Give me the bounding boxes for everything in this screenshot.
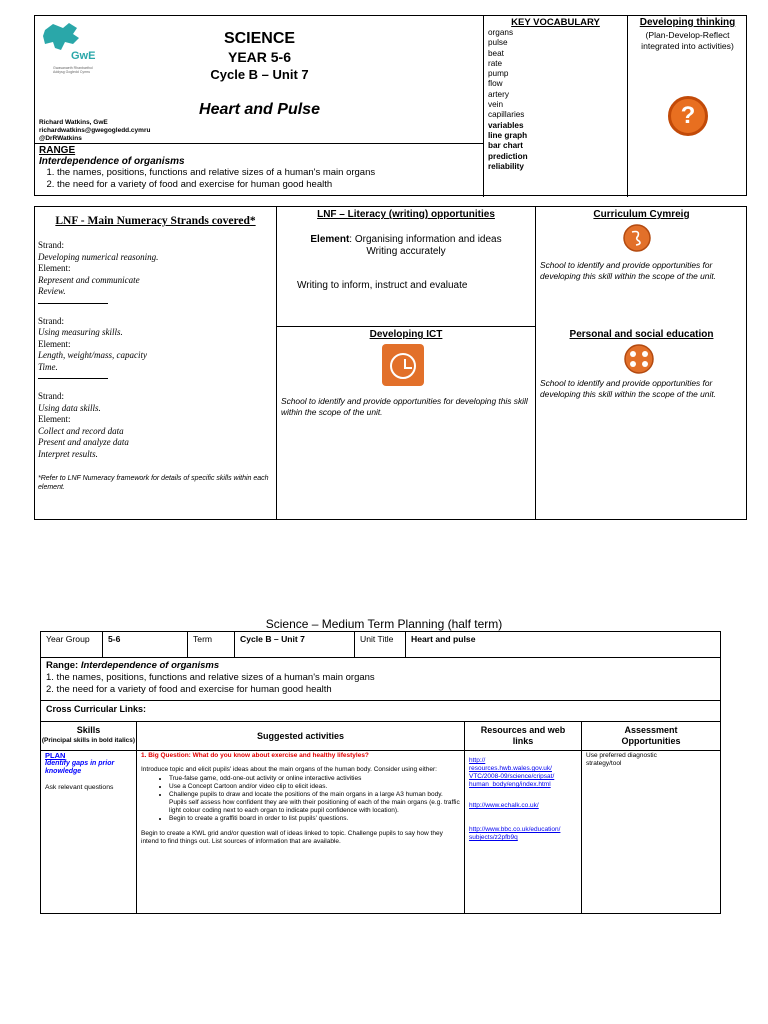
activities-column-header: Suggested activities [137, 722, 465, 751]
year-title: YEAR 5-6 [227, 49, 292, 65]
cymraeg-note: School to identify and provide opportunities for developing this skill within the scope of the unit. [540, 260, 716, 281]
skill-ask-questions: Ask relevant questions [45, 784, 114, 791]
term-label: Term [188, 632, 235, 658]
ict-note: School to identify and provide opportunities for developing this skill within the scope of the unit. [281, 396, 528, 417]
author-email[interactable]: richardwatkins@gwegogledd.cymru [39, 127, 151, 134]
unit-overview-box [34, 15, 747, 196]
link-line[interactable]: http://www.echalk.co.uk/ [469, 802, 539, 809]
ict-clock-icon [382, 344, 424, 386]
lnf-box [34, 206, 747, 520]
title-cell [35, 16, 484, 143]
vocabulary-word: pump [488, 69, 509, 79]
element-item: Review. [38, 286, 66, 296]
element-item: Length, weight/mass, capacity [38, 350, 147, 360]
pse-heading: Personal and social education [569, 329, 714, 340]
skills-header-label: Skills [76, 725, 101, 735]
vocabulary-word: artery [488, 89, 509, 99]
range-subheading: Interdependence of organisms [39, 156, 185, 167]
resources-column-header: Resources and web links [465, 722, 582, 751]
range-cell [35, 143, 484, 197]
kwl-text: Begin to create a KWL grid and/or question wall of ideas linked to topic. Challenge pupils to say how they intend to find things out. List sources of information that are available. [141, 830, 443, 845]
unit-title-value: Heart and pulse [411, 634, 476, 644]
activities-bullet-list [141, 775, 460, 823]
literacy-element [281, 234, 531, 258]
vocabulary-word: flow [488, 79, 503, 89]
element-item: Time. [38, 361, 58, 372]
assessment-column-header: Assessment Opportunities [621, 725, 681, 746]
planning-table [40, 631, 721, 914]
question-mark-symbol: ? [680, 102, 696, 129]
planning-range-sub: Interdependence of organisms [80, 660, 220, 671]
vocabulary-word: capillaries [488, 110, 525, 120]
element-label: Element: [38, 414, 71, 424]
activities-intro: Introduce topic and elicit pupils' ideas about the main organs of the human body. Consider using either: [141, 766, 437, 773]
big-question: 1. Big Question: What do you know about exercise and healthy lifestyles? [141, 752, 369, 759]
divider [38, 303, 108, 304]
pse-note: School to identify and provide opportunities for developing this skill within the scope of the unit. [540, 378, 716, 399]
ict-clock-face [390, 353, 416, 379]
assessment-text: Use preferred diagnostic strategy/tool [586, 752, 657, 767]
vocabulary-word: pulse [488, 38, 508, 48]
pse-cell [536, 327, 747, 519]
skills-column-header [41, 722, 137, 751]
activity-bullet: • Begin to create a graffiti board in order to list pupils' questions. [169, 815, 460, 823]
welsh-dragon-icon [623, 224, 651, 252]
activity-bullet: • Use a Concept Cartoon and/or video clip to elicit ideas. [169, 783, 460, 791]
thinking-subtitle: (Plan-Develop-Reflect integrated into activities) [641, 30, 734, 51]
cymraeg-heading: Curriculum Cymreig [593, 209, 690, 220]
link-line[interactable]: http:// [469, 757, 486, 764]
literacy-cell [277, 207, 536, 327]
unit-title-label: Unit Title [355, 632, 406, 658]
logo-text: GwE [71, 50, 96, 62]
numeracy-heading: LNF - Main Numeracy Strands covered* [55, 215, 256, 227]
ict-cell [277, 327, 536, 519]
vocabulary-heading: KEY VOCABULARY [511, 17, 600, 28]
subject-title: SCIENCE [223, 30, 296, 47]
vocabulary-word: bar chart [488, 141, 524, 151]
vocabulary-word: beat [488, 48, 504, 58]
planning-range-label: Range: [46, 660, 81, 671]
column-header-row [41, 722, 720, 751]
strand-name: Using measuring skills. [38, 327, 123, 337]
element-label: Element: [38, 263, 71, 273]
skill-plan-label: PLAN [45, 751, 66, 760]
people-icon [624, 344, 654, 374]
element-item: Collect and record data [38, 425, 124, 436]
strand-block [38, 391, 273, 460]
strand-name: Using data skills. [38, 402, 101, 413]
activities-cell [137, 751, 465, 914]
literacy-writing: Writing to inform, instruct and evaluate [297, 280, 468, 291]
element-item: Present and analyze data [38, 437, 129, 447]
planning-header-row [41, 632, 720, 658]
strand-label: Strand: [38, 391, 64, 401]
curriculum-cymreig-cell [536, 207, 747, 327]
key-vocabulary-cell [484, 16, 628, 197]
author-name: Richard Watkins, GwE [39, 119, 108, 126]
range-item: 1. the names, positions, functions and relative sizes of a human's main organs [57, 167, 479, 179]
cross-curricular-row: Cross Curricular Links: [41, 701, 720, 722]
element-item: Represent and communicate [38, 274, 140, 285]
skills-cell [41, 751, 137, 914]
range-heading: RANGE [39, 145, 76, 156]
numeracy-cell [35, 207, 277, 519]
vocabulary-word: prediction [488, 151, 528, 161]
vocabulary-word: rate [488, 58, 503, 68]
strand-block [38, 240, 273, 298]
link-line[interactable]: human_body/eng/index.html [469, 781, 551, 788]
ict-heading: Developing ICT [369, 329, 443, 340]
logo-tagline: Gwasanaeth Rhanbarthol Addysg Gogledd Cymru [53, 66, 93, 74]
link-line[interactable]: VTC/2008-09/science/cripsat/ [469, 773, 555, 780]
ict-clock-hand [404, 367, 412, 369]
range-list [39, 167, 479, 191]
range-item: 2. the need for a variety of food and exercise for human good health [57, 179, 479, 191]
term-value: Cycle B – Unit 7 [235, 632, 355, 658]
planning-range-row [41, 658, 720, 701]
link-line[interactable]: http://www.bbc.co.uk/education/ [469, 826, 561, 833]
developing-thinking-cell [628, 16, 747, 197]
strand-label: Strand: [38, 315, 64, 326]
literacy-element-line2: Writing accurately [366, 246, 446, 257]
vocabulary-word: line graph [488, 130, 528, 140]
planning-range-item: 1. the names, positions, functions and relative sizes of a human's main organs [46, 672, 375, 683]
thinking-heading: Developing thinking [639, 17, 736, 28]
cycle-title: Cycle B – Unit 7 [210, 67, 309, 82]
link-line[interactable]: subjects/z2pfb9q [469, 834, 518, 841]
medium-term-planning-title: Science – Medium Term Planning (half term) [265, 617, 503, 631]
assessment-cell [582, 751, 720, 914]
year-group-label: Year Group [41, 632, 103, 658]
strand-label: Strand: [38, 240, 64, 250]
skill-identify-gaps: Identify gaps in prior knowledge [45, 760, 115, 775]
resources-cell [465, 751, 582, 914]
activity-bullet: • Challenge pupils to draw and locate the positions of the main organs in a large A3 human body. Pupils self assess how confident they are with their positioning of each of the main organs (e.g. traffic light colour coding next to each organ to indicate pupil confidence with location). [169, 791, 460, 815]
literacy-element-text: : Organising information and ideas [349, 234, 502, 245]
strand-block [38, 316, 273, 374]
planning-range-item: 2. the need for a variety of food and exercise for human good health [46, 684, 332, 695]
year-group-value: 5-6 [103, 632, 188, 658]
planning-range-title [46, 660, 715, 672]
vocabulary-list [488, 28, 623, 172]
activity-bullet: • True-false game, odd-one-out activity or online interactive activities [169, 775, 460, 783]
literacy-heading: LNF – Literacy (writing) opportunities [317, 209, 495, 220]
author-block [39, 119, 150, 143]
literacy-element-label: Element [310, 234, 350, 245]
strand-name: Developing numerical reasoning. [38, 251, 159, 262]
question-mark-icon [668, 96, 708, 136]
unit-title: Heart and Pulse [199, 101, 320, 118]
resource-link-hwb[interactable] [469, 757, 577, 789]
resource-link-bbc[interactable] [469, 826, 577, 842]
vocabulary-word: vein [488, 100, 504, 110]
vocabulary-word: variables [488, 120, 524, 130]
author-handle[interactable]: @DrRWatkins [39, 135, 82, 142]
numeracy-footnote: *Refer to LNF Numeracy framework for details of specific skills within each element. [38, 475, 269, 491]
planning-body-row [41, 751, 720, 914]
element-label: Element: [38, 338, 71, 349]
link-line[interactable]: resources.hwb.wales.gov.uk/ [469, 765, 552, 772]
vocabulary-word: organs [488, 28, 514, 37]
element-item: Interpret results. [38, 448, 98, 459]
divider [38, 378, 108, 379]
skills-header-sub: (Principal skills in bold italics) [41, 736, 136, 744]
vocabulary-word: reliability [488, 161, 524, 171]
resource-link-echalk[interactable] [469, 802, 577, 810]
